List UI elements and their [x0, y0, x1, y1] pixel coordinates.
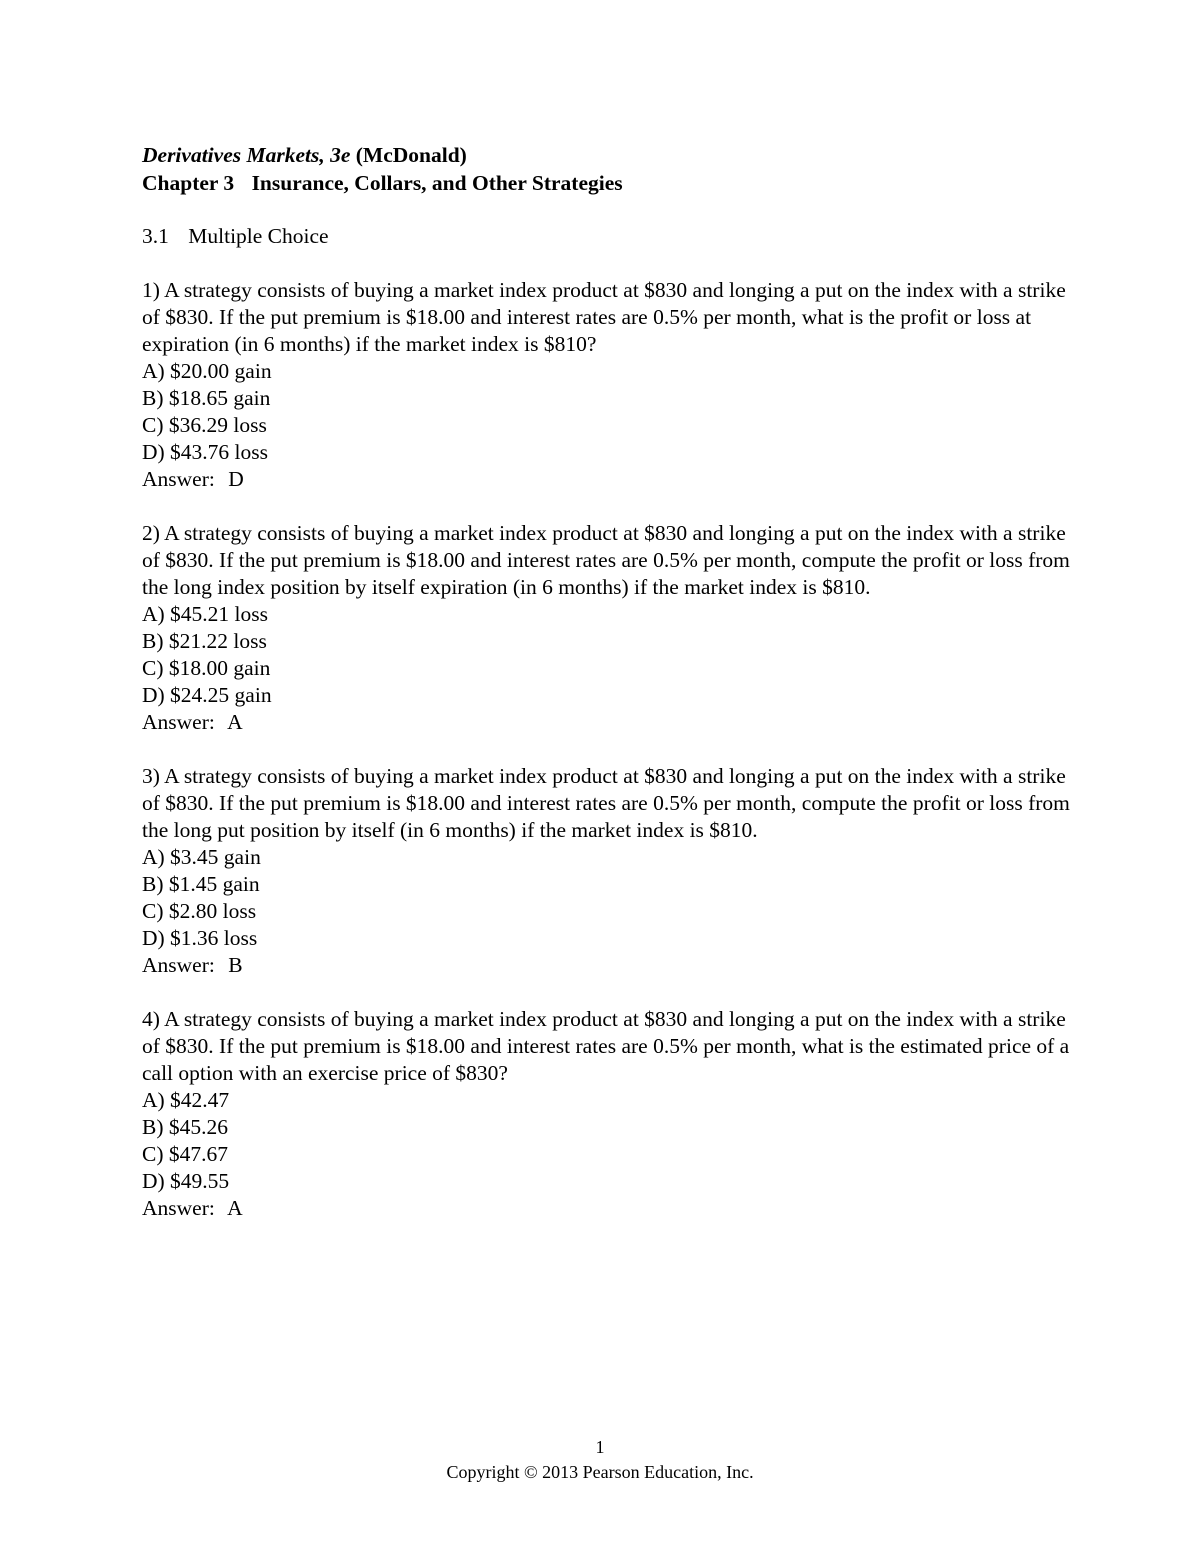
option-d: D) $43.76 loss — [142, 440, 269, 464]
chapter-heading — [142, 169, 1072, 197]
option-a: A) $42.47 — [142, 1088, 230, 1112]
option-a: A) $3.45 gain — [142, 845, 261, 869]
page-number: 1 — [595, 1437, 605, 1457]
option-c: C) $47.67 — [142, 1142, 228, 1166]
question-stem: 1) A strategy consists of buying a market index product at $830 and longing a put on the index with a strike of $830. If the put premium is $18.00 and interest rates are 0.5% per month, what is the profit or loss at expiration (in 6 months) if the market index is $810? — [142, 278, 1066, 356]
answer-label: Answer: — [142, 710, 215, 734]
question-1 — [142, 277, 1072, 493]
page-content — [142, 141, 1072, 1222]
question-stem: 2) A strategy consists of buying a market index product at $830 and longing a put on the index with a strike of $830. If the put premium is $18.00 and interest rates are 0.5% per month, compute the profit or loss from the long index position by itself expiration (in 6 months) if the market index is $810. — [142, 521, 1070, 599]
answer-value: B — [228, 953, 243, 977]
option-a: A) $20.00 gain — [142, 359, 272, 383]
question-3 — [142, 763, 1072, 979]
book-title-line — [142, 141, 1072, 169]
option-d: D) $24.25 gain — [142, 683, 272, 707]
answer-label: Answer: — [142, 467, 215, 491]
answer-value: A — [227, 710, 243, 734]
option-b: B) $1.45 gain — [142, 872, 260, 896]
question-4 — [142, 1006, 1072, 1222]
option-c: C) $36.29 loss — [142, 413, 267, 437]
book-title: Derivatives Markets, 3e — [142, 143, 351, 167]
answer-label: Answer: — [142, 1196, 215, 1220]
answer-value: D — [228, 467, 244, 491]
answer-value: A — [227, 1196, 243, 1220]
chapter-title: Insurance, Collars, and Other Strategies — [251, 171, 623, 195]
question-stem: 3) A strategy consists of buying a market index product at $830 and longing a put on the index with a strike of $830. If the put premium is $18.00 and interest rates are 0.5% per month, compute the profit or loss from the long put position by itself (in 6 months) if the market index is $810. — [142, 764, 1070, 842]
section-title: Multiple Choice — [188, 224, 329, 248]
option-d: D) $49.55 — [142, 1169, 230, 1193]
copyright-notice: Copyright © 2013 Pearson Education, Inc. — [446, 1462, 754, 1482]
answer-label: Answer: — [142, 953, 215, 977]
option-b: B) $21.22 loss — [142, 629, 267, 653]
book-author: (McDonald) — [355, 143, 467, 167]
option-c: C) $18.00 gain — [142, 656, 271, 680]
answer-line — [142, 952, 1072, 979]
option-b: B) $45.26 — [142, 1115, 228, 1139]
chapter-number: Chapter 3 — [142, 171, 235, 195]
question-2 — [142, 520, 1072, 736]
answer-line — [142, 709, 1072, 736]
answer-line — [142, 1195, 1072, 1222]
question-stem: 4) A strategy consists of buying a market index product at $830 and longing a put on the index with a strike of $830. If the put premium is $18.00 and interest rates are 0.5% per month, what is the estimated price of a call option with an exercise price of $830? — [142, 1007, 1070, 1085]
option-b: B) $18.65 gain — [142, 386, 271, 410]
option-c: C) $2.80 loss — [142, 899, 257, 923]
section-number: 3.1 — [142, 224, 169, 248]
option-d: D) $1.36 loss — [142, 926, 258, 950]
section-heading — [142, 223, 1072, 250]
answer-line — [142, 466, 1072, 493]
option-a: A) $45.21 loss — [142, 602, 269, 626]
